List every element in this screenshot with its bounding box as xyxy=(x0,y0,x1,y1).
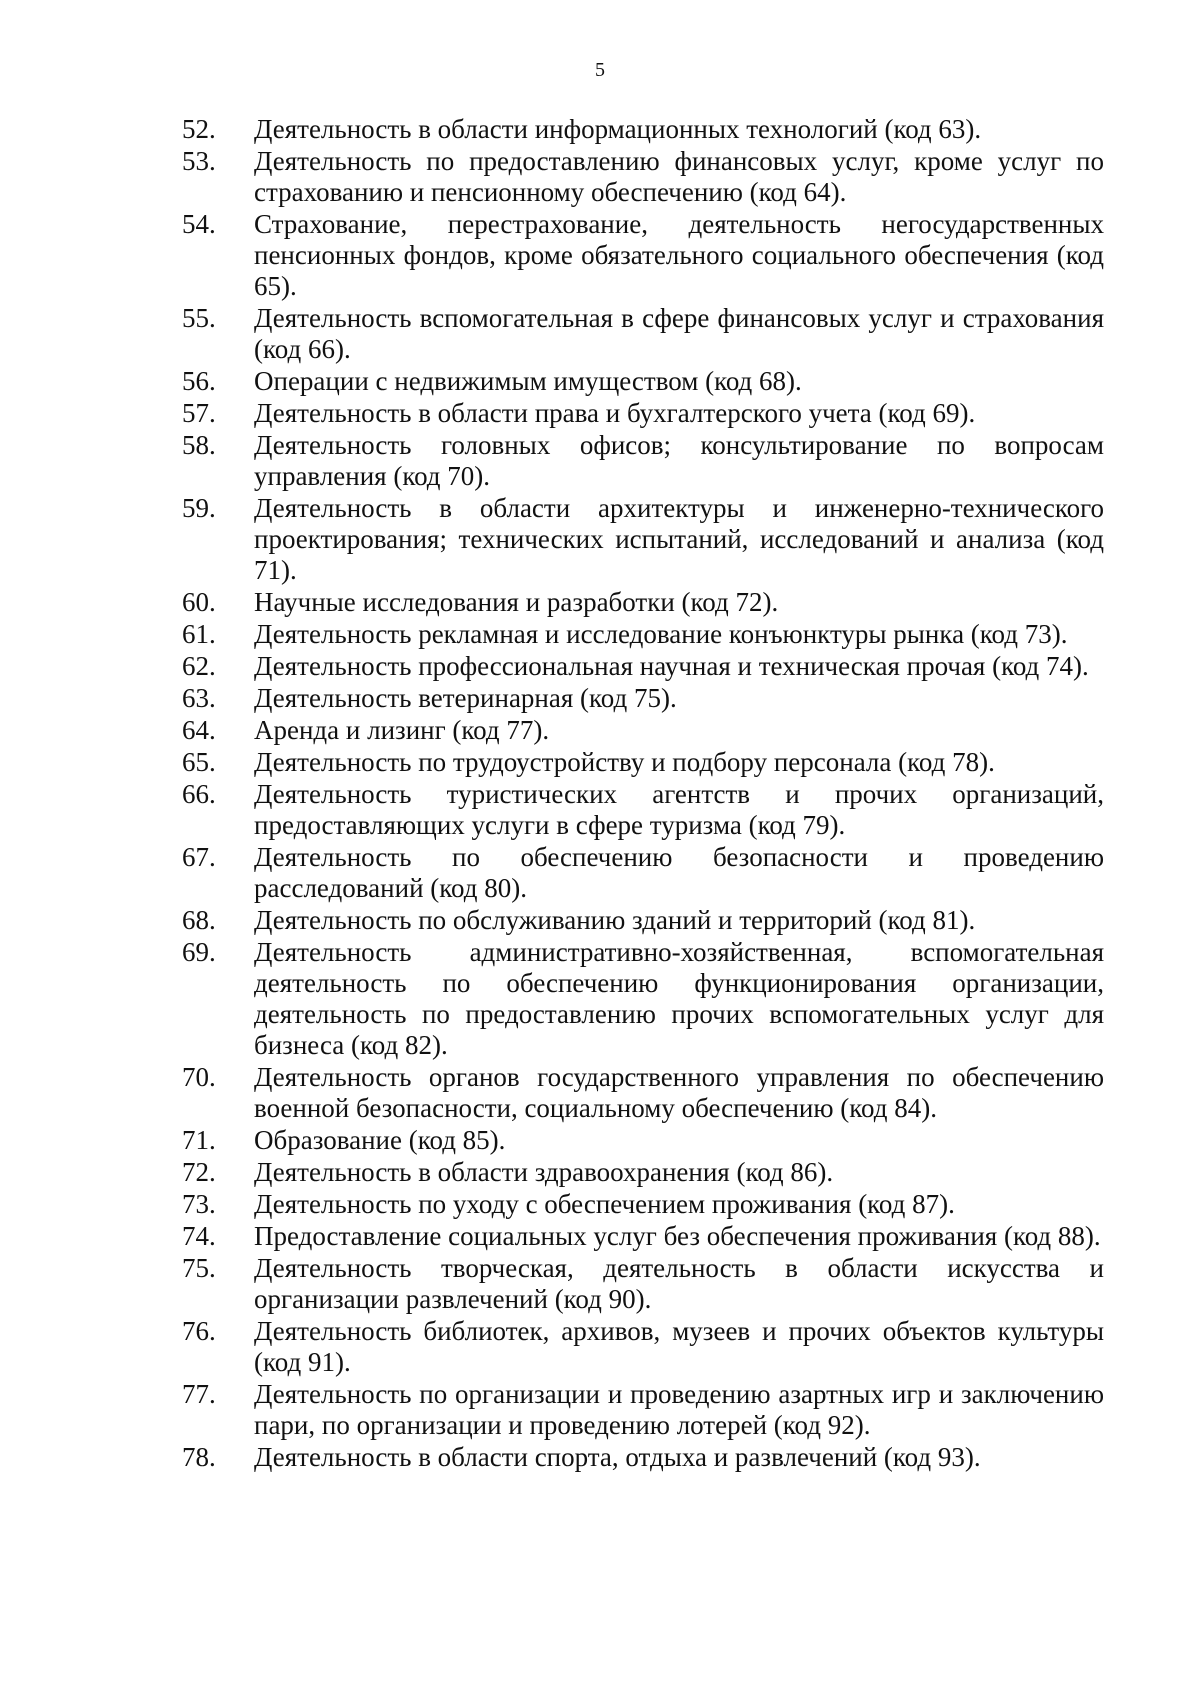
list-item-text: Деятельность в области здравоохранения (код 86). xyxy=(254,1157,834,1187)
list-item-number: 66. xyxy=(182,779,216,809)
list-item-text: Деятельность рекламная и исследование конъюнктуры рынка (код 73). xyxy=(254,619,1068,649)
list-item xyxy=(182,303,1104,365)
list-item xyxy=(182,209,1104,302)
list-item xyxy=(182,493,1104,586)
list-item xyxy=(182,937,1104,1061)
list-item-number: 58. xyxy=(182,430,216,460)
list-item xyxy=(182,779,1104,841)
list-item-text: Деятельность вспомогательная в сфере финансовых услуг и страхования (код 66). xyxy=(254,303,1104,364)
list-item xyxy=(182,587,1104,618)
list-item xyxy=(182,146,1104,208)
list-item-text: Предоставление социальных услуг без обеспечения проживания (код 88). xyxy=(254,1221,1101,1251)
list-item-text: Научные исследования и разработки (код 72). xyxy=(254,587,779,617)
list-item-text: Деятельность административно-хозяйственная, вспомогательная деятельность по обеспечению функционирования организации, деятельность по предоставлению прочих вспомогательных услуг для бизнеса (код 82). xyxy=(254,937,1104,1060)
list-item-text: Деятельность в области права и бухгалтерского учета (код 69). xyxy=(254,398,976,428)
list-item-number: 63. xyxy=(182,683,216,713)
list-item-number: 70. xyxy=(182,1062,216,1092)
list-item xyxy=(182,398,1104,429)
list-item xyxy=(182,1221,1104,1252)
list-item-text: Деятельность в области информационных технологий (код 63). xyxy=(254,114,982,144)
list-item-number: 55. xyxy=(182,303,216,333)
list-item-number: 52. xyxy=(182,114,216,144)
list-item xyxy=(182,619,1104,650)
list-item-number: 71. xyxy=(182,1125,216,1155)
list-item-number: 76. xyxy=(182,1316,216,1346)
list-item-text: Деятельность библиотек, архивов, музеев и прочих объектов культуры (код 91). xyxy=(254,1316,1104,1377)
list-item-text: Деятельность в области спорта, отдыха и развлечений (код 93). xyxy=(254,1442,981,1472)
list-item xyxy=(182,651,1104,682)
list-item xyxy=(182,842,1104,904)
list-item-number: 56. xyxy=(182,366,216,396)
list-item-text: Страхование, перестрахование, деятельность негосударственных пенсионных фондов, кроме обязательного социального обеспечения (код 65). xyxy=(254,209,1104,301)
list-item-text: Деятельность по уходу с обеспечением проживания (код 87). xyxy=(254,1189,955,1219)
list-item xyxy=(182,114,1104,145)
list-item-number: 60. xyxy=(182,587,216,617)
list-item xyxy=(182,715,1104,746)
list-item-number: 69. xyxy=(182,937,216,967)
list-item-text: Деятельность по организации и проведению азартных игр и заключению пари, по организации и проведению лотерей (код 92). xyxy=(254,1379,1104,1440)
list-item-text: Деятельность по предоставлению финансовых услуг, кроме услуг по страхованию и пенсионному обеспечению (код 64). xyxy=(254,146,1104,207)
list-item-number: 75. xyxy=(182,1253,216,1283)
list-item-number: 53. xyxy=(182,146,216,176)
list-item-number: 54. xyxy=(182,209,216,239)
list-item xyxy=(182,1157,1104,1188)
list-item-text: Деятельность профессиональная научная и техническая прочая (код 74). xyxy=(254,651,1089,681)
list-item-text: Деятельность туристических агентств и прочих организаций, предоставляющих услуги в сфере туризма (код 79). xyxy=(254,779,1104,840)
list-item xyxy=(182,683,1104,714)
list-item-text: Деятельность по обеспечению безопасности и проведению расследований (код 80). xyxy=(254,842,1104,903)
list-item-text: Деятельность в области архитектуры и инженерно-технического проектирования; технических испытаний, исследований и анализа (код 71). xyxy=(254,493,1104,585)
list-item-text: Образование (код 85). xyxy=(254,1125,506,1155)
list-item xyxy=(182,1062,1104,1124)
list-item-number: 65. xyxy=(182,747,216,777)
list-item xyxy=(182,905,1104,936)
list-item xyxy=(182,1189,1104,1220)
list-item-number: 59. xyxy=(182,493,216,523)
list-item-number: 61. xyxy=(182,619,216,649)
list-item xyxy=(182,430,1104,492)
list-item-number: 77. xyxy=(182,1379,216,1409)
list-item-text: Операции с недвижимым имуществом (код 68). xyxy=(254,366,802,396)
list-item xyxy=(182,747,1104,778)
list-item xyxy=(182,1253,1104,1315)
list-item-text: Деятельность по трудоустройству и подбору персонала (код 78). xyxy=(254,747,995,777)
list-item-number: 57. xyxy=(182,398,216,428)
list-item-number: 67. xyxy=(182,842,216,872)
list-item-number: 73. xyxy=(182,1189,216,1219)
list-item-text: Деятельность ветеринарная (код 75). xyxy=(254,683,677,713)
list-item-number: 68. xyxy=(182,905,216,935)
activity-list xyxy=(182,114,1104,1474)
list-item-number: 72. xyxy=(182,1157,216,1187)
list-item xyxy=(182,1316,1104,1378)
list-item-number: 74. xyxy=(182,1221,216,1251)
list-item-number: 62. xyxy=(182,651,216,681)
list-item-number: 78. xyxy=(182,1442,216,1472)
list-item-text: Деятельность по обслуживанию зданий и территорий (код 81). xyxy=(254,905,976,935)
list-item-number: 64. xyxy=(182,715,216,745)
list-item xyxy=(182,366,1104,397)
list-item-text: Аренда и лизинг (код 77). xyxy=(254,715,550,745)
list-item-text: Деятельность органов государственного управления по обеспечению военной безопасности, социальному обеспечению (код 84). xyxy=(254,1062,1104,1123)
list-item-text: Деятельность головных офисов; консультирование по вопросам управления (код 70). xyxy=(254,430,1104,491)
list-item xyxy=(182,1379,1104,1441)
page-number: 5 xyxy=(595,59,605,81)
list-item xyxy=(182,1442,1104,1473)
list-item xyxy=(182,1125,1104,1156)
list-item-text: Деятельность творческая, деятельность в области искусства и организации развлечений (код 90). xyxy=(254,1253,1104,1314)
